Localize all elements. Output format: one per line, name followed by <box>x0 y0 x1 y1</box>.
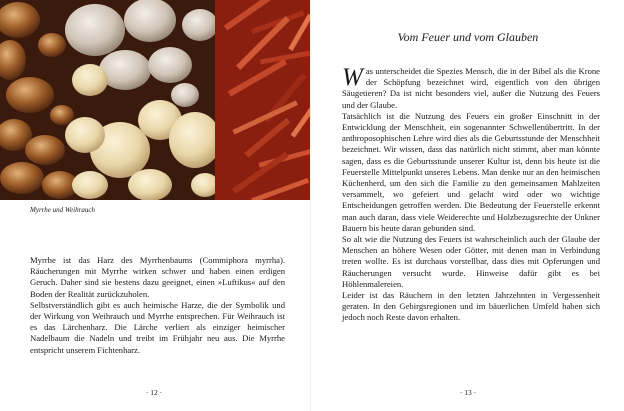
photo-caption: Myrrhe und Weihrauch <box>30 206 95 214</box>
resin-photo <box>0 0 312 200</box>
page-number-right: · 13 · <box>459 388 477 397</box>
sandalwood-chips <box>215 0 312 200</box>
right-paragraph: Tatsächlich ist die Nutzung des Feuers ein großer Einschnitt in der Entwicklung der Menschheit, ein sogenannter Schwellenübertritt. In der anthroposophischen Lehre wird dies als die Geburtsstunde der Menschheit bezeichnet. Wir wissen, dass das natürlich nicht stimmt, aber man könnte sagen, dass es die Geburtsstunde unserer Kultur ist, denn bis heute ist die Feuerstelle Mittelpunkt unseres Lebens. Man denke nur an den heimischen Küchenherd, um den sich die Familie zu den gemeinsamen Mahlzeiten versammelt, wo gefeiert und gelacht wird oder wo wichtige Entscheidungen getroffen werden. Die Bedeutung der Feuerstelle erkennt man auch daran, dass viele Weiderechte und Holzbezugsrechte der Unkner Bauern bis heute daran gebunden sind. <box>342 110 600 233</box>
left-paragraph: Selbstverständlich gibt es auch heimische Harze, die der Symbolik und der Wirkung von Weihrauch und Myrrhe entsprechen. Für Weihrauch ist es das Lärchenharz. Die Lärche verliert als einziger heimischer Nadelbaum die Nadeln und treibt im Frühjahr neu aus. Die Myrrhe entspricht unserem Fichtenharz. <box>30 299 285 355</box>
left-body-text <box>30 255 285 356</box>
right-page <box>312 0 624 411</box>
first-paragraph-text: as unterscheidet die Spezies Mensch, die in der Bibel als die Krone der Schöpfung bezeichnet wird, eigentlich von den übrigen Säugetieren? Da ist nicht besonders viel, außer die Nutzung des Feuers und der Glaube. <box>342 66 600 110</box>
right-body-text <box>342 66 600 324</box>
chapter-heading: Vom Feuer und vom Glauben <box>397 30 539 44</box>
page-number-left: · 12 · <box>145 388 163 397</box>
drop-cap: W <box>342 64 363 91</box>
right-paragraph: Leider ist das Räuchern in den letzten Jahrzehnten in Vergessenheit geraten. In den Gebirgsregionen und im bäuerlichen Umfeld haben sich jedoch noch Reste davon erhalten. <box>342 290 600 323</box>
right-paragraph: So alt wie die Nutzung des Feuers ist wahrscheinlich auch der Glaube der Menschen an höhere Wesen oder Götter, mit denen man in Verbindung treten wollte. Es ist durchaus vorstellbar, dass dies mit Opferungen und Räucherungen versucht wurde. Hinweise dafür gibt es bei Höhlenmalereien. <box>342 234 600 289</box>
right-paragraph-first <box>342 66 600 111</box>
left-paragraph: Myrrhe ist das Harz des Myrrhenbaums (Commiphora myrrha). Räucherungen mit Myrrhe wirken schwer und haben einen erdigen Geruch. Daher sind sie bestens dazu geeignet, einen »Luftikus« auf den Boden der Realität zurückzuholen. <box>30 255 285 299</box>
